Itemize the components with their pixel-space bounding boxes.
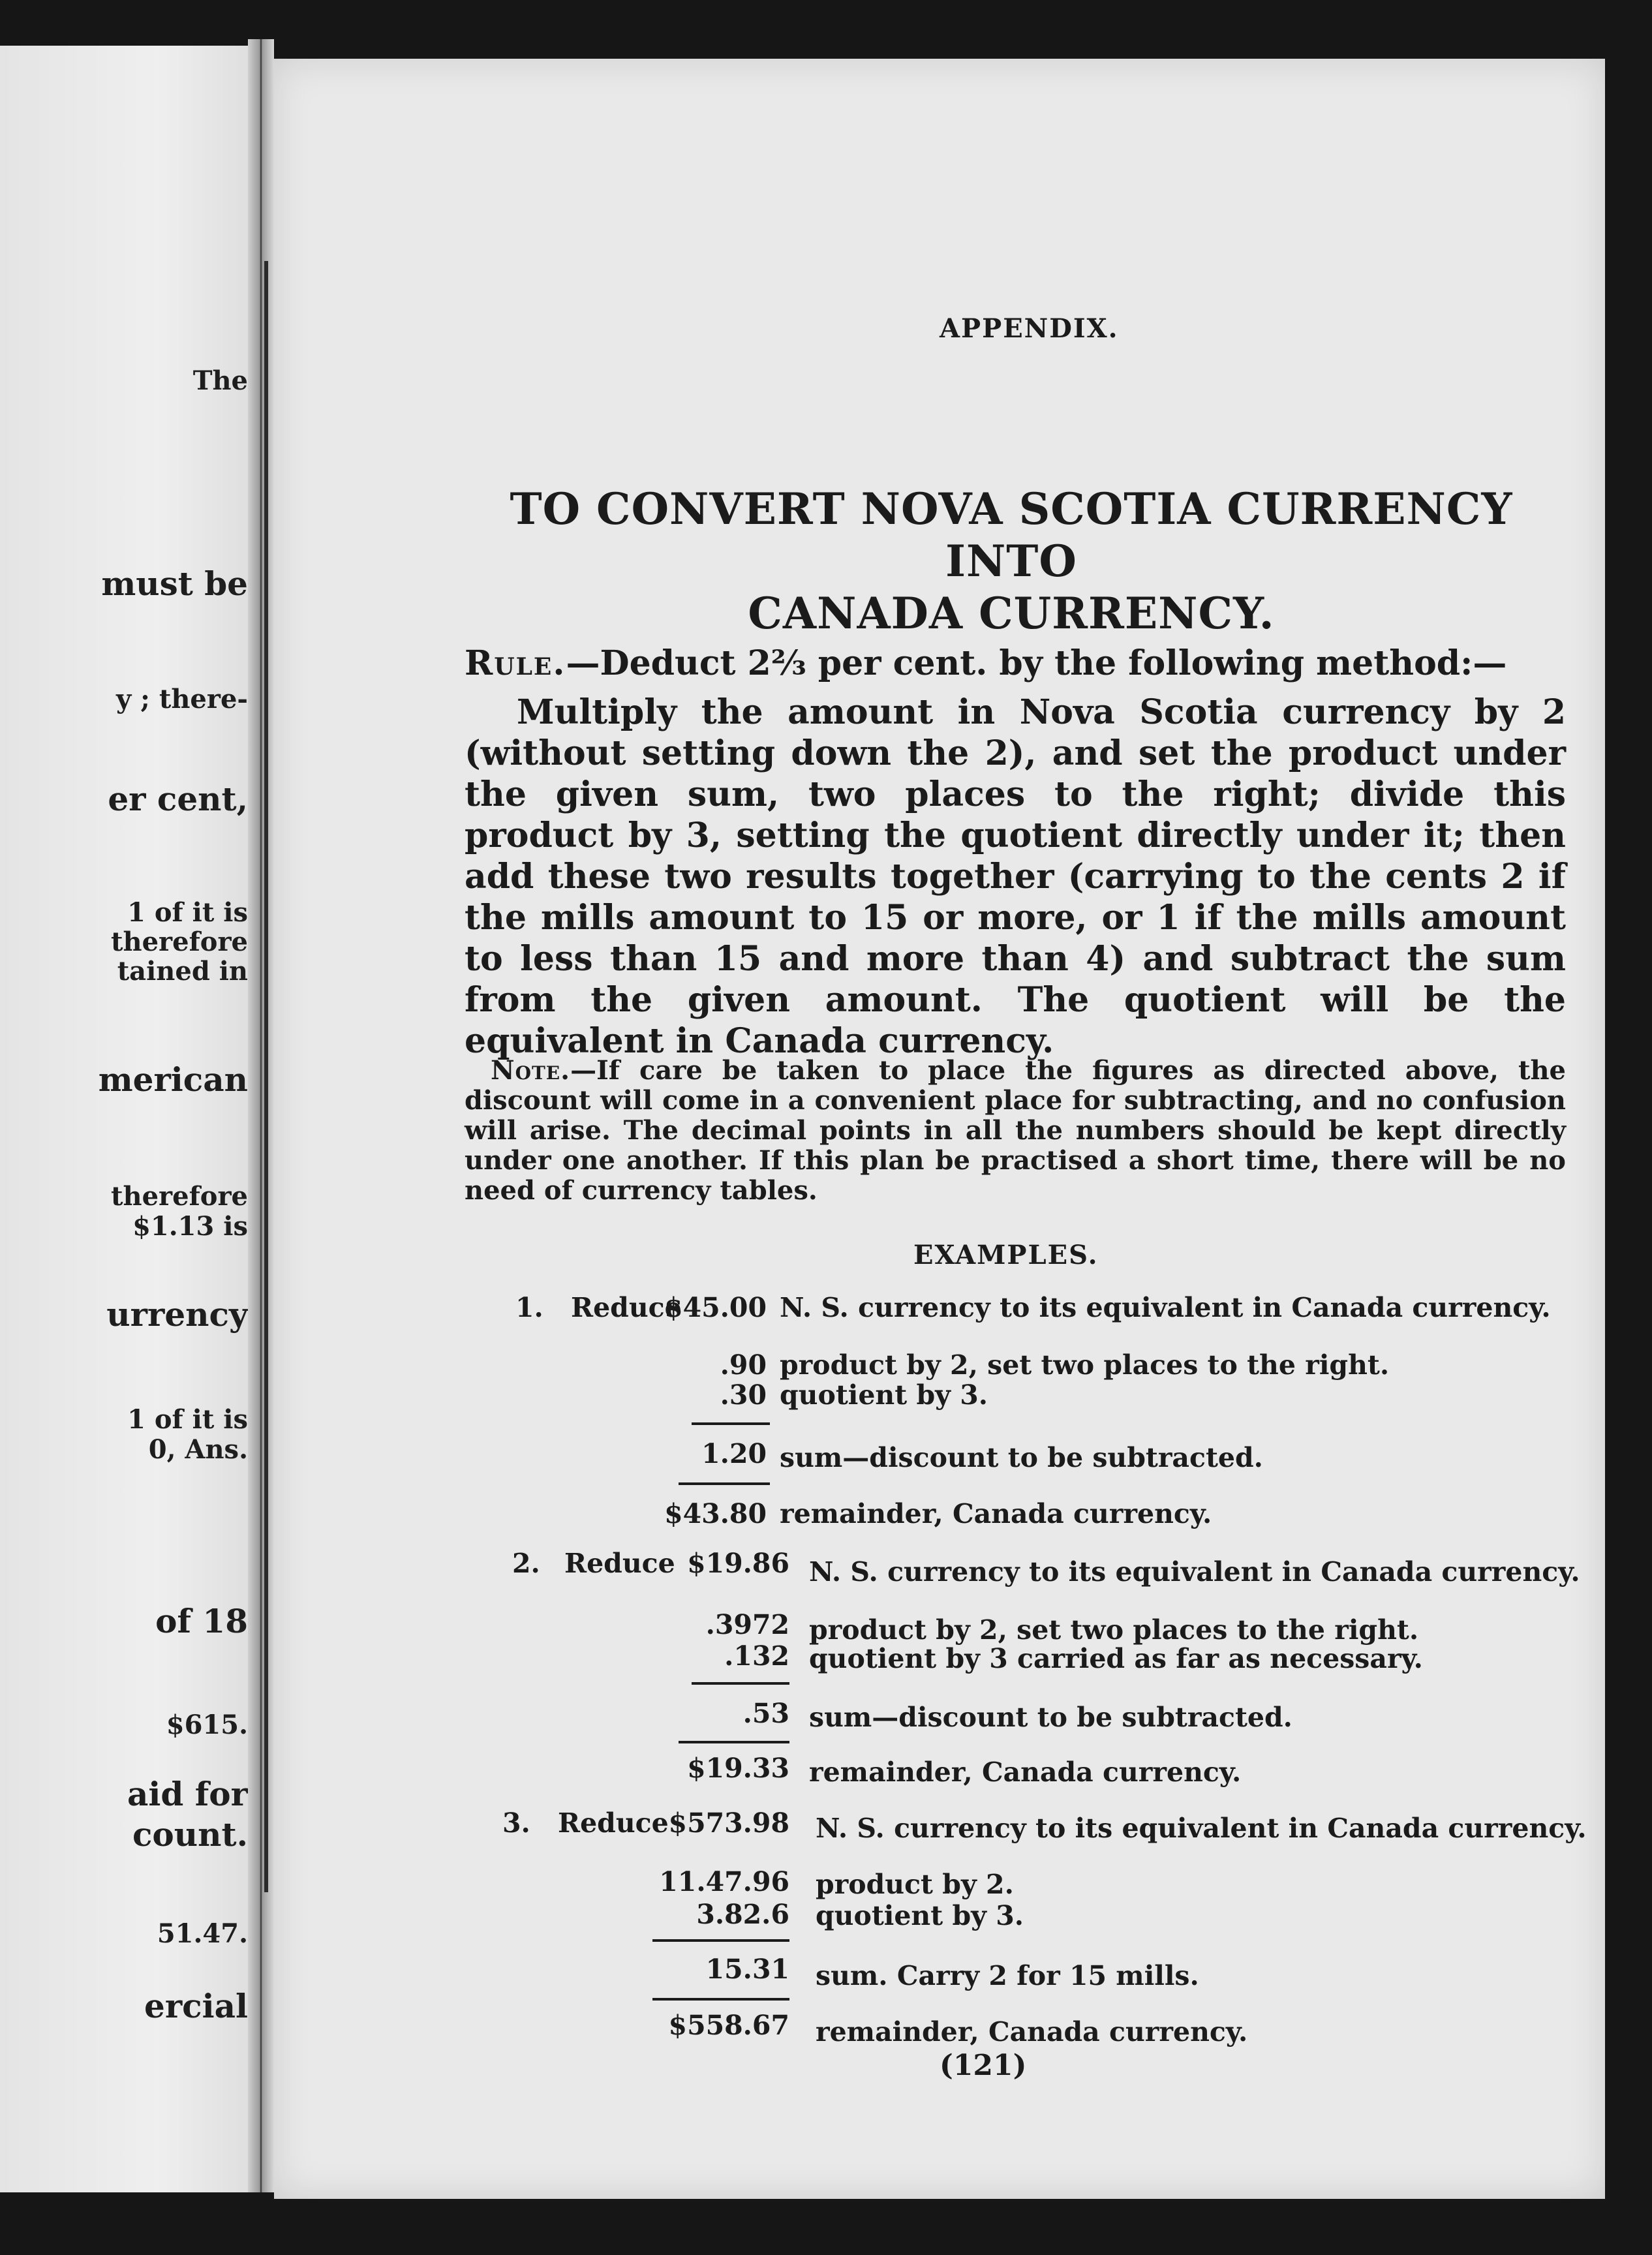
left-fragment: $1.13 is: [132, 1211, 248, 1242]
note-lead: Note.: [491, 1055, 571, 1086]
example-value: $19.86: [687, 1548, 789, 1579]
example-value: $43.80: [664, 1498, 767, 1529]
remainder-rule: [652, 1998, 789, 2001]
reduce-label: Reduce: [564, 1548, 675, 1579]
remainder-rule: [679, 1482, 770, 1485]
example-step-text: N. S. currency to its equivalent in Canada currency.: [816, 1813, 1587, 1844]
example-step-text: quotient by 3.: [816, 1900, 1024, 1931]
example-value: .53: [742, 1698, 789, 1729]
rule-text: —Deduct 2⅔ per cent. by the following method:—: [566, 643, 1507, 683]
sum-rule: [692, 1682, 789, 1685]
left-fragment: 51.47.: [157, 1918, 248, 1949]
reduce-label: Reduce: [558, 1807, 669, 1839]
rule-lead: Rule.: [465, 643, 566, 683]
sum-rule: [652, 1939, 789, 1942]
left-fragment: 0, Ans.: [148, 1434, 248, 1465]
left-fragment: therefore: [111, 927, 248, 957]
binding-thread: [264, 261, 268, 1892]
example-number: 2.: [512, 1548, 540, 1579]
examples-heading: EXAMPLES.: [913, 1240, 1099, 1270]
title-line: CANADA CURRENCY.: [748, 588, 1275, 639]
note-paragraph: [465, 1056, 1566, 1206]
left-fragment: 1 of it is: [127, 897, 248, 928]
example-value: .132: [724, 1640, 789, 1672]
left-fragment: ercial: [144, 1987, 248, 2025]
rule-paragraph: [465, 643, 1566, 684]
example-value: .30: [720, 1379, 767, 1411]
left-fragment: count.: [132, 1815, 248, 1854]
example-step-text: remainder, Canada currency.: [780, 1498, 1212, 1529]
example-step-text: remainder, Canada currency.: [816, 2016, 1248, 2048]
example-number: 1.: [515, 1292, 543, 1323]
example-step-text: product by 2, set two places to the right.: [809, 1614, 1419, 1646]
example-value: $45.00: [664, 1292, 767, 1323]
left-fragment: y ; there-: [116, 684, 248, 714]
example-step-text: N. S. currency to its equivalent in Canada currency.: [809, 1556, 1580, 1588]
left-fragment: er cent,: [108, 780, 248, 818]
left-fragment: of 18: [155, 1602, 248, 1640]
example-step-text: product by 2.: [816, 1869, 1014, 1900]
book-gutter: [248, 39, 274, 2192]
example-value: 3.82.6: [696, 1899, 789, 1930]
title-line: TO CONVERT NOVA SCOTIA CURRENCY INTO: [510, 483, 1513, 587]
example-step-text: quotient by 3 carried as far as necessary.: [809, 1643, 1423, 1674]
left-fragment: tained in: [117, 956, 248, 987]
left-fragment: urrency: [106, 1295, 248, 1334]
example-step-text: sum—discount to be subtracted.: [780, 1442, 1263, 1473]
left-fragment: $615.: [166, 1710, 248, 1740]
example-number: 3.: [502, 1807, 530, 1839]
example-step-text: sum. Carry 2 for 15 mills.: [816, 1960, 1199, 1991]
example-value: $19.33: [687, 1753, 789, 1784]
left-fragment: must be: [101, 564, 248, 603]
example-value: 11.47.96: [659, 1866, 789, 1897]
example-step-text: N. S. currency to its equivalent in Canada currency.: [780, 1292, 1551, 1323]
left-fragment: therefore: [111, 1181, 248, 1212]
left-fragment: 1 of it is: [127, 1404, 248, 1435]
example-value: 15.31: [705, 1954, 789, 1985]
example-step-text: product by 2, set two places to the right.: [780, 1349, 1390, 1381]
method-paragraph: Multiply the amount in Nova Scotia currency by 2 (without setting down the 2), and set the product under the given sum, two places to the right; divide this product by 3, setting the quotient directly under it; then add these two results together (carrying to the cents 2 if the mills amount to 15 or more, or 1 if the mills amount to less than 15 and more than 4) and subtract the sum from the given amount. The quotient will be the equivalent in Canada currency.: [465, 692, 1566, 1061]
sum-rule: [692, 1422, 770, 1425]
remainder-rule: [679, 1741, 789, 1743]
left-fragment: The: [192, 365, 248, 396]
left-fragment: aid for: [127, 1775, 248, 1813]
example-step-text: quotient by 3.: [780, 1379, 988, 1411]
example-value: $558.67: [668, 2010, 789, 2041]
left-fragment: merican: [98, 1060, 248, 1099]
example-step-text: sum—discount to be subtracted.: [809, 1702, 1293, 1733]
page-number: (121): [940, 2049, 1027, 2082]
example-value: $573.98: [668, 1807, 789, 1839]
example-value: .90: [720, 1349, 767, 1381]
note-text: —If care be taken to place the figures as directed above, the discount will come in a convenient place for subtracting, and no confusion will arise. The decimal points in all the numbers should be kept directly under one another. If this plan be practised a short time, there will be no need of currency tables.: [465, 1055, 1566, 1206]
example-value: 1.20: [701, 1438, 767, 1469]
section-title: [450, 483, 1572, 639]
running-header: APPENDIX.: [940, 313, 1119, 344]
example-value: .3972: [705, 1609, 789, 1640]
example-step-text: remainder, Canada currency.: [809, 1756, 1242, 1788]
left-page-fragment: [0, 46, 264, 2192]
reduce-label: Reduce: [571, 1292, 682, 1323]
